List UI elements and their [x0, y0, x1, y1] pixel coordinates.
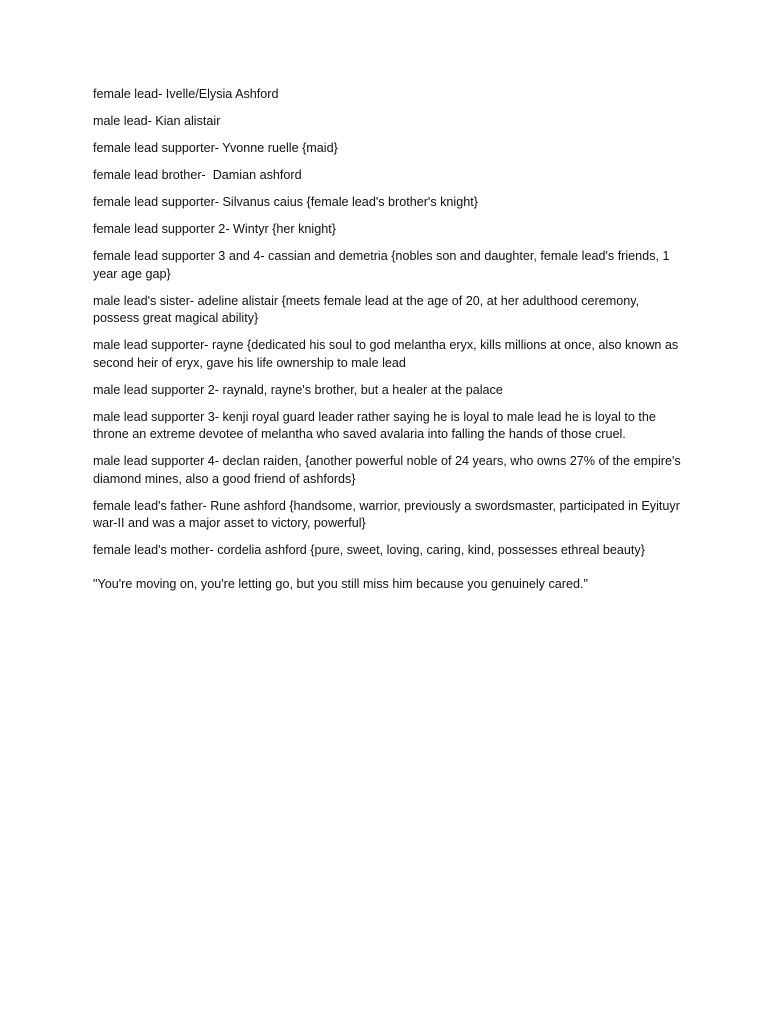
paragraph-female-lead-supporter-2: female lead supporter 2- Wintyr {her knight}	[93, 222, 336, 236]
paragraph-female-lead-father: female lead's father- Rune ashford {handsome, warrior, previously a swordsmaster, participated in Eyituyr war-II and was a major asset to victory, powerful}	[93, 498, 684, 530]
paragraph-male-lead-sister: male lead's sister- adeline alistair {meets female lead at the age of 20, at her adulthood ceremony, possess great magical ability}	[93, 293, 643, 325]
paragraph-male-lead-supporter-2: male lead supporter 2- raynald, rayne's brother, but a healer at the palace	[93, 382, 503, 397]
closing-quote: "You're moving on, you're letting go, but you still miss him because you genuinely cared."	[93, 576, 588, 591]
paragraph-female-lead-supporter-3-4: female lead supporter 3 and 4- cassian and demetria {nobles son and daughter, female lead's friends, 1 year age gap}	[93, 249, 673, 281]
paragraph-male-lead-supporter-4: male lead supporter 4- declan raiden, {another powerful noble of 24 years, who owns 27% of the empire's diamond mines, also a good friend of ashfords}	[93, 454, 685, 486]
paragraph-male-lead: male lead- Kian alistair	[93, 114, 221, 128]
paragraph-female-lead-supporter: female lead supporter- Yvonne ruelle {maid}	[93, 141, 338, 155]
paragraph-female-lead-brother: female lead brother- Damian ashford	[93, 168, 302, 182]
paragraph-male-lead-supporter: male lead supporter- rayne {dedicated his soul to god melantha eryx, kills millions at once, also known as second heir of eryx, gave his life ownership to male lead	[93, 338, 682, 370]
paragraph-female-lead-supporter-silvanus: female lead supporter- Silvanus caius {female lead's brother's knight}	[93, 195, 478, 209]
document-body	[93, 86, 683, 603]
paragraph-male-lead-supporter-3: male lead supporter 3- kenji royal guard leader rather saying he is loyal to male lead he is loyal to the throne an extreme devotee of melantha who saved avalaria into falling the hands of those cruel.	[93, 409, 660, 441]
paragraph-female-lead: female lead- Ivelle/Elysia Ashford	[93, 87, 279, 101]
paragraph-female-lead-mother: female lead's mother- cordelia ashford {pure, sweet, loving, caring, kind, possesses ethreal beauty}	[93, 543, 645, 557]
